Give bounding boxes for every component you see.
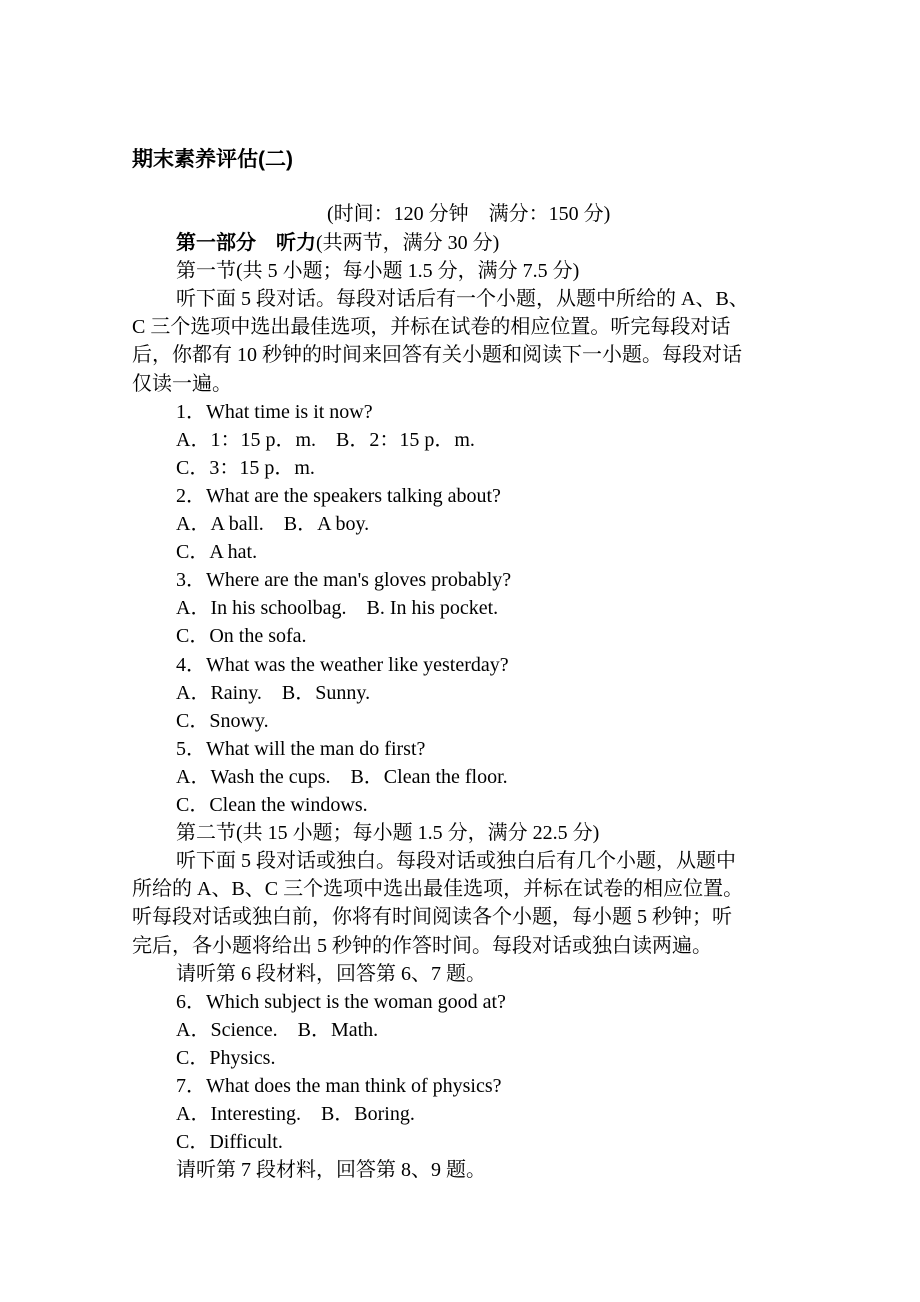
line-text: C．A hat. [176, 541, 258, 564]
text-line [132, 875, 743, 903]
text-line [176, 819, 599, 847]
text-line [176, 763, 508, 791]
text-line [176, 1044, 275, 1072]
document-title: 期末素养评估(二) [132, 148, 293, 171]
text-line [176, 847, 736, 875]
line-text: 仅读一遍。 [132, 372, 232, 395]
text-line [176, 454, 315, 482]
line-text: A．Science. B．Math. [176, 1018, 379, 1041]
line-text: 5．What will the man do first? [176, 737, 426, 760]
text-line [176, 566, 511, 594]
line-text: 完后，各小题将给出 5 秒钟的作答时间。每段对话或独白读两遍。 [132, 934, 712, 957]
text-line [176, 1072, 502, 1100]
text-line [176, 229, 499, 257]
text-line [132, 341, 742, 369]
text-line [176, 257, 579, 285]
line-text: 听下面 5 段对话。每段对话后有一个小题，从题中所给的 A、B、 [176, 288, 749, 311]
text-line [132, 903, 732, 931]
text-line [176, 398, 373, 426]
text-line [132, 932, 712, 960]
line-text: A．In his schoolbag. B. In his pocket. [176, 597, 499, 620]
line-text: 2．What are the speakers talking about? [176, 484, 501, 507]
line-text: (共两节，满分 30 分) [316, 232, 500, 254]
line-text: C．Clean the windows. [176, 794, 368, 816]
line-text: 第二节(共 15 小题；每小题 1.5 分，满分 22.5 分) [176, 822, 600, 845]
text-line [176, 1128, 283, 1156]
text-line [176, 707, 269, 735]
text-line [176, 679, 370, 707]
text-line [176, 510, 369, 538]
line-text: 听每段对话或独白前，你将有时间阅读各个小题，每小题 5 秒钟；听 [132, 906, 732, 929]
text-line [176, 1016, 378, 1044]
text-line [176, 426, 475, 454]
section-heading: 第一部分 听力 [176, 232, 316, 254]
line-text: 所给的 A、B、C 三个选项中选出最佳选项，并标在试卷的相应位置。 [132, 878, 744, 901]
line-text: C．Snowy. [176, 709, 269, 732]
line-text: C 三个选项中选出最佳选项，并标在试卷的相应位置。听完每段对话 [132, 316, 731, 339]
text-line [176, 285, 749, 313]
line-text: A．A ball. B．A boy. [176, 513, 370, 535]
text-line [176, 594, 498, 622]
line-text: A．Rainy. B．Sunny. [176, 681, 371, 704]
line-text: A．Interesting. B．Boring. [176, 1103, 415, 1126]
line-text: C．3：15 p．m. [176, 456, 315, 479]
text-line [132, 370, 232, 398]
text-line [176, 651, 509, 679]
text-line [176, 482, 501, 510]
line-text: 听下面 5 段对话或独白。每段对话或独白后有几个小题，从题中 [176, 850, 736, 873]
line-text: C．Difficult. [176, 1131, 283, 1154]
text-line [176, 1100, 415, 1128]
line-text: 7．What does the man think of physics? [176, 1075, 502, 1097]
line-text: 3．Where are the man's gloves probably? [176, 569, 512, 592]
line-text: A．Wash the cups. B．Clean the floor. [176, 765, 508, 788]
exam-time-info: (时间：120 分钟 满分：150 分) [327, 203, 611, 225]
text-line [132, 313, 730, 341]
line-text: 请听第 7 段材料，回答第 8、9 题。 [176, 1159, 486, 1182]
line-text: 1．What time is it now? [176, 400, 373, 423]
line-text: A．1：15 p．m. B．2：15 p．m. [176, 428, 475, 451]
text-line [176, 988, 506, 1016]
line-text: 第一节(共 5 小题；每小题 1.5 分，满分 7.5 分) [176, 260, 580, 283]
text-line [176, 735, 425, 763]
text-line [176, 622, 307, 650]
text-line [176, 1156, 486, 1184]
line-text: C．Physics. [176, 1046, 276, 1069]
line-text: 6．Which subject is the woman good at? [176, 990, 506, 1013]
line-text: 请听第 6 段材料，回答第 6、7 题。 [176, 962, 486, 985]
line-text: 后，你都有 10 秒钟的时间来回答有关小题和阅读下一小题。每段对话 [132, 344, 742, 367]
text-line [176, 791, 368, 819]
text-line [176, 538, 257, 566]
text-line [176, 960, 486, 988]
line-text: 4．What was the weather like yesterday? [176, 653, 509, 676]
line-text: C．On the sofa. [176, 625, 307, 648]
